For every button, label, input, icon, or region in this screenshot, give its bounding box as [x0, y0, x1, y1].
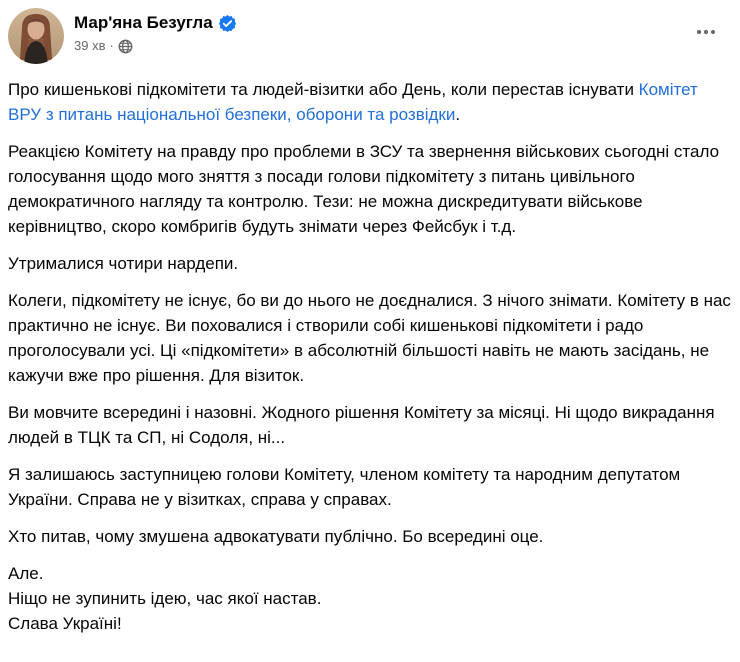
globe-icon [118, 39, 133, 54]
post-meta [74, 37, 691, 54]
closing-line-3: Слава Україні! [8, 614, 122, 633]
paragraph-intro-period: . [455, 105, 461, 124]
more-options-button[interactable] [691, 24, 721, 40]
paragraph-advocacy: Хто питав, чому змушена адвокатувати публічно. Бо всередині оце. [8, 527, 544, 546]
closing-line-2: Ніщо не зупинить ідею, час якої настав. [8, 589, 322, 608]
name-row [74, 12, 691, 34]
header-text [74, 8, 691, 54]
author-name[interactable]: Мар'яна Безугла [74, 13, 213, 32]
paragraph-intro-text: Про кишенькові підкомітети та людей-візитки або День, коли перестав існувати [8, 80, 639, 99]
closing-line-1: Але. [8, 564, 44, 583]
paragraph-reaction: Реакцією Комітету на правду про проблеми в ЗСУ та звернення військових сьогодні стало голосування щодо мого зняття з посади голови підкомітету з питань цивільного демократичного нагляду та контролю. Тези: не можна дискредитувати військове керівництво, скоро комбригів будуть знімати через Фейсбук і т.д. [8, 142, 720, 236]
more-options-icon [697, 30, 701, 34]
paragraph-position: Я залишаюсь заступницею голови Комітету, членом комітету та народним депутатом України. Справа не у візитках, справа у справах. [8, 465, 681, 509]
more-options-icon [711, 30, 715, 34]
paragraph-closing [8, 561, 731, 636]
verified-badge-icon [219, 15, 236, 32]
more-options-icon [704, 30, 708, 34]
meta-separator: · [109, 38, 114, 53]
post-header [8, 8, 731, 64]
paragraph-intro [8, 77, 731, 127]
avatar[interactable] [8, 8, 64, 64]
timestamp[interactable]: 39 хв [74, 38, 106, 53]
paragraph-abstained: Утрималися чотири нардепи. [8, 254, 239, 273]
committee-link[interactable]: Комітет ВРУ з питань національної безпеки, оборони та розвідки [8, 80, 698, 124]
post-content [8, 77, 731, 636]
paragraph-silence: Ви мовчите всередині і назовні. Жодного рішення Комітету за місяці. Ні щодо викрадання людей в ТЦК та СП, ні Содоля, ні... [8, 403, 715, 447]
avatar-portrait [8, 8, 64, 64]
paragraph-colleagues: Колеги, підкомітету не існує, бо ви до нього не доєдналися. З нічого знімати. Комітету в нас практично не існує. Ви поховалися і створили собі кишенькові підкомітети і радо проголосували усі. Ці «підкомітети» в абсолютній більшості навіть не мають засідань, не кажучи вже про рішення. Для візиток. [8, 291, 731, 385]
